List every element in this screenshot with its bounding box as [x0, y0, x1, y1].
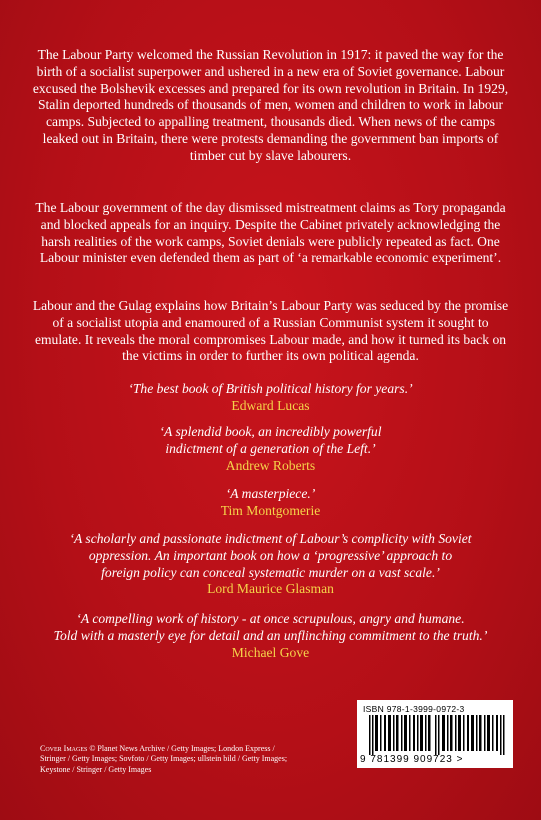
- quote-text: ‘A compelling work of history - at once scrupulous, angry and humane. Told with a masterly eye for detail and an unflinching commitment to the truth.’: [53, 611, 488, 643]
- review-quote: [20, 381, 521, 415]
- quote-text: ‘A masterpiece.’: [225, 486, 316, 501]
- quote-author: Michael Gove: [231, 644, 310, 660]
- quote-author: Andrew Roberts: [225, 457, 316, 473]
- quote-author: Lord Maurice Glasman: [207, 581, 334, 597]
- credits-text: © Planet News Archive / Getty Images; London Express / Stringer / Getty Images; Sovfoto / Getty Images; ullstein bild / Getty Images; Keystone / Stringer / Getty Images: [40, 744, 288, 774]
- review-quote: [20, 424, 521, 474]
- quote-text: ‘The best book of British political history for years.’: [128, 381, 413, 396]
- quote-author: Edward Lucas: [231, 397, 310, 413]
- review-quote: [20, 611, 521, 661]
- isbn-barcode: [357, 700, 513, 768]
- quote-text: ‘A scholarly and passionate indictment of Labour’s complicity with Soviet oppression. An important book on how a ‘progressive’ approach to foreign policy can conceal systematic murder on a vast scale.’: [69, 531, 472, 580]
- review-quote: [20, 486, 521, 520]
- credits-label: Cover Images: [40, 744, 88, 753]
- quote-author: Tim Montgomerie: [220, 502, 321, 518]
- isbn-number: ISBN 978-1-3999-0972-3: [363, 704, 465, 714]
- image-credits: [40, 744, 290, 775]
- review-quote: [20, 531, 521, 598]
- blurb-paragraph-2: The Labour government of the day dismissed mistreatment claims as Tory propaganda and blocked appeals for an inquiry. Despite the Cabinet privately acknowledging the harsh realities of the work camps, Soviet denials were publicly repeated as fact. One Labour minister even defended them as part of ‘a remarkable economic experiment’.: [35, 200, 506, 266]
- quote-text: ‘A splendid book, an incredibly powerful indictment of a generation of the Left.’: [159, 424, 382, 456]
- blurb-paragraph-1: The Labour Party welcomed the Russian Revolution in 1917: it paved the way for the birth of a socialist superpower and ushered in a new era of Soviet governance. Labour excused the Bolshevik excesses and prepared for its own revolution in Britain. In 1929, Stalin deported hundreds of thousands of men, women and children to work in labour camps. Subjected to appalling treatment, thousands died. When news of the camps leaked out in Britain, there were protests demanding the government ban imports of timber cut by slave labourers.: [32, 47, 509, 163]
- barcode-icon: [369, 715, 505, 755]
- blurb-paragraph-3: Labour and the Gulag explains how Britain’s Labour Party was seduced by the promise of a socialist utopia and enamoured of a Russian Communist system it sought to emulate. It reveals the moral compromises Labour made, and how it turned its back on the victims in order to further its own political agenda.: [32, 298, 509, 364]
- barcode-digits: 9 781399 909723 >: [360, 754, 464, 765]
